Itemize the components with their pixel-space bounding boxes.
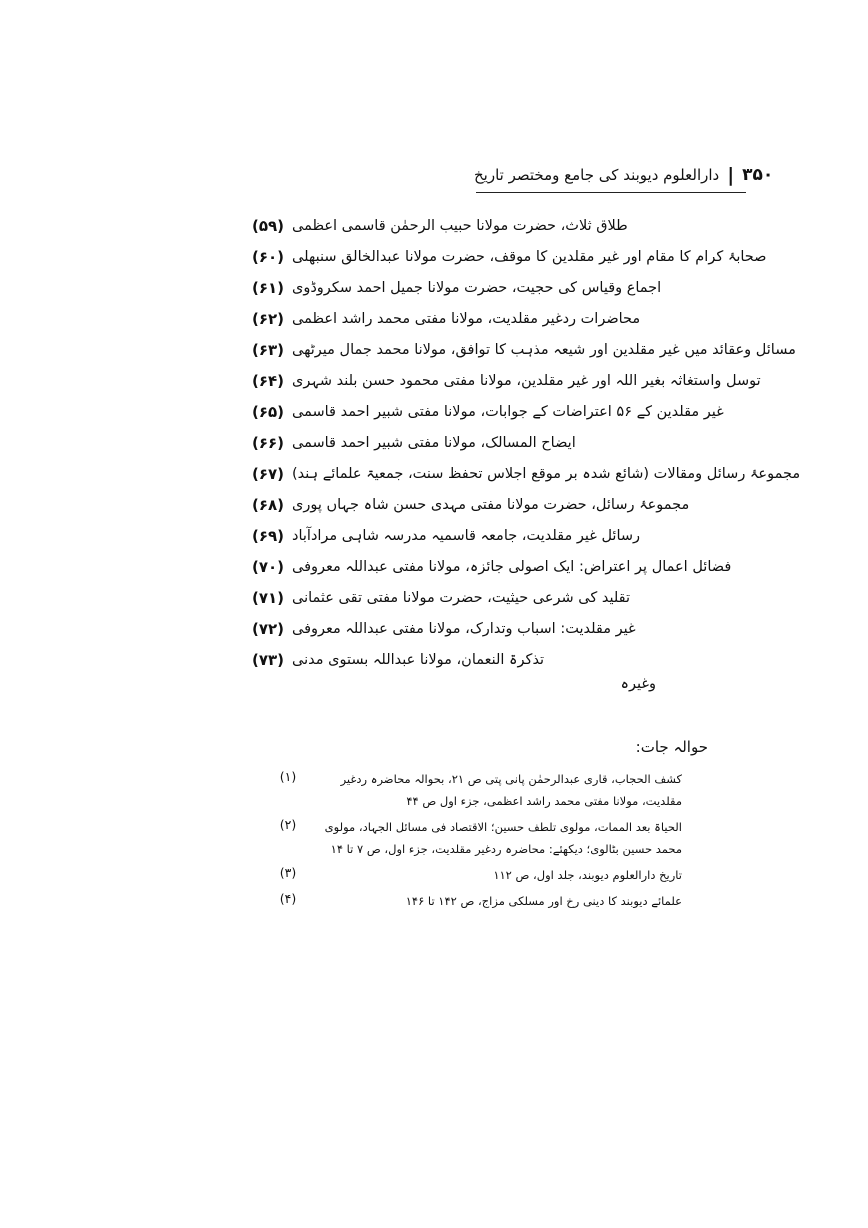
list-item-text: توسل واستغاثہ بغیر اللہ اور غیر مقلدین، مولانا مفتی محمود حسن بلند شہری [292,372,761,389]
list-item-number: (۷۳) [251,650,284,669]
list-item [240,458,801,489]
header-separator: | [727,164,735,186]
list-item-text: مسائل وعقائد میں غیر مقلدین اور شیعہ مذہب کا توافق، مولانا محمد جمال میرٹھی [292,341,796,358]
list-item [240,210,710,241]
list-item [240,644,710,675]
header-rule [476,192,746,193]
book-title: دارالعلوم دیوبند کی جامع ومختصر تاریخ [474,166,720,184]
reference-number: (۳) [279,865,297,880]
reference-text: علمائے دیوبند کا دینی رخ اور مسلکی مزاج، ص ۱۴۲ تا ۱۴۶ [405,894,682,908]
list-item-text: مجموعۂ رسائل ومقالات (شائع شدہ بر موقع اجلاس تحفظ سنت، جمعیۃ علمائے ہند) [292,465,801,482]
list-item-text: غیر مقلدین کے ۵۶ اعتراضات کے جوابات، مولانا مفتی شبیر احمد قاسمی [292,403,724,420]
list-item-text: صحابۂ کرام کا مقام اور غیر مقلدین کا موقف، حضرت مولانا عبدالخالق سنبھلی [292,248,767,265]
reference-item [268,864,682,886]
list-item [240,241,767,272]
list-item-number: (۶۶) [251,433,284,452]
list-item-number: (۶۸) [251,495,284,514]
reference-item [268,890,682,912]
references-list [268,768,682,916]
list-item-text: رسائل غیر مقلدیت، جامعہ قاسمیہ مدرسہ شاہی مرادآباد [292,527,641,544]
list-item-text: مجموعۂ رسائل، حضرت مولانا مفتی مہدی حسن شاہ جہاں پوری [292,496,690,513]
list-item [240,427,710,458]
list-item [240,582,710,613]
list-item-number: (۵۹) [251,216,284,235]
list-item-text: اجماع وقیاس کی حجیت، حضرت مولانا جمیل احمد سکروڈوی [292,279,662,296]
list-item-number: (۶۲) [251,309,284,328]
list-item [240,272,710,303]
list-item-text: فضائل اعمال پر اعتراض: ایک اصولی جائزہ، مولانا مفتی عبداللہ معروفی [292,558,732,575]
etc-label: وغیرہ [620,676,656,692]
list-item-text: محاضرات ردغیر مقلدیت، مولانا مفتی محمد راشد اعظمی [292,310,641,327]
list-item-number: (۷۰) [251,557,284,576]
list-item-number: (۷۱) [251,588,284,607]
list-item-text: تذکرۃ النعمان، مولانا عبداللہ بستوی مدنی [292,651,545,668]
reference-item [268,816,682,860]
list-item [240,520,710,551]
list-item [240,613,710,644]
reference-item [268,768,682,812]
page-number: ۳۵۰ [742,165,774,185]
list-item [240,365,761,396]
list-item-number: (۶۴) [251,371,284,390]
references-title: حوالہ جات: [635,738,708,756]
list-item-number: (۶۰) [251,247,284,266]
list-item-text: تقلید کی شرعی حیثیت، حضرت مولانا مفتی تقی عثمانی [292,589,631,606]
reference-number: (۲) [279,817,297,832]
reference-number: (۱) [279,769,297,784]
list-item-text: طلاق ثلاث، حضرت مولانا حبیب الرحمٰن قاسمی اعظمی [292,217,628,234]
list-item [240,551,732,582]
reference-text: الحیاۃ بعد الممات، مولوی تلطف حسین؛ الاقتصاد فی مسائل الجہاد، مولوی محمد حسین بٹالوی؛ دیکھئے: محاضرہ ردغیر مقلدیت، جزء اول، ص ۷ تا ۱۴ [324,820,682,856]
book-list [240,210,801,675]
list-item [240,334,796,365]
list-item-number: (۷۲) [251,619,284,638]
list-item [240,489,710,520]
list-item-number: (۶۱) [251,278,284,297]
list-item-text: ایضاح المسالک، مولانا مفتی شبیر احمد قاسمی [292,434,576,451]
list-item [240,303,710,334]
running-header [474,160,774,190]
list-item-text: غیر مقلدیت: اسباب وتدارک، مولانا مفتی عبداللہ معروفی [292,620,636,637]
list-item-number: (۶۵) [251,402,284,421]
reference-text: کشف الحجاب، قاری عبدالرحمٰن پانی پتی ص ۲۱، بحوالہ محاضرہ ردغیر مقلدیت، مولانا مفتی محمد راشد اعظمی، جزء اول ص ۴۴ [340,772,682,808]
list-item-number: (۶۷) [251,464,284,483]
list-item-number: (۶۹) [251,526,284,545]
list-item [240,396,724,427]
reference-number: (۴) [279,891,297,906]
list-item-number: (۶۳) [251,340,284,359]
reference-text: تاریخ دارالعلوم دیوبند، جلد اول، ص ۱۱۲ [493,868,682,882]
